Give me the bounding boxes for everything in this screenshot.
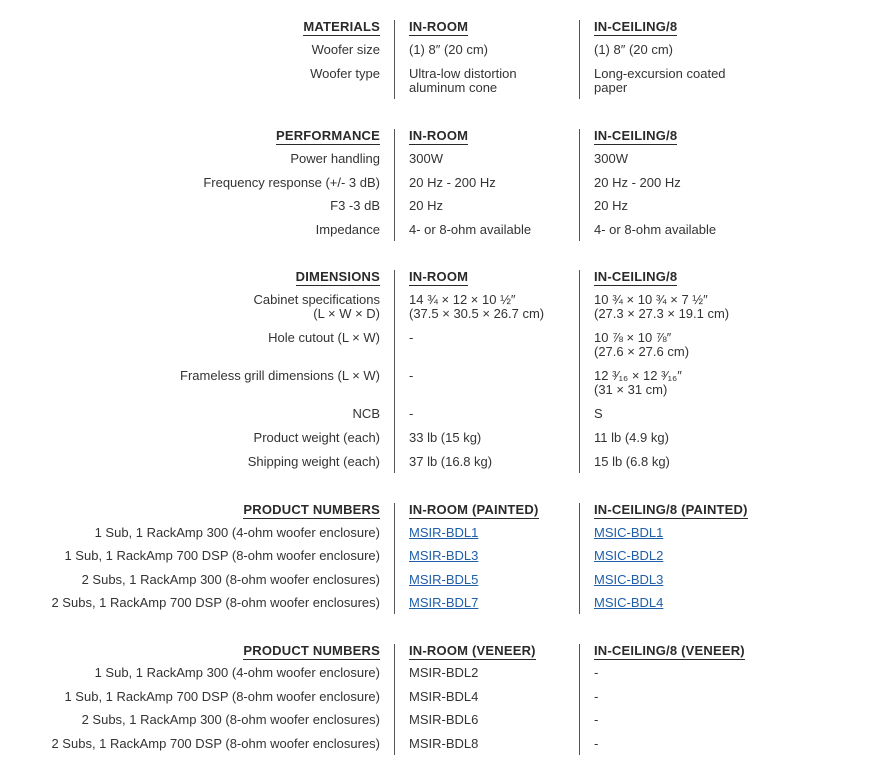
text-line: 2 Subs, 1 RackAmp 300 (8-ohm woofer enclosures) (81, 572, 380, 587)
text-line: aluminum cone (409, 80, 498, 95)
row-label (51, 737, 380, 751)
text-line: Shipping weight (each) (247, 454, 380, 469)
value-col-2 (594, 369, 682, 397)
text-line: 11 lb (4.9 kg) (594, 430, 669, 445)
text-line: 12 ³⁄₁₆ × 12 ³⁄₁₆″ (594, 368, 682, 383)
value-col-2[interactable] (594, 526, 663, 540)
text-line: 1 Sub, 1 RackAmp 300 (4-ohm woofer enclosure) (94, 525, 380, 540)
column-header-1 (409, 643, 536, 661)
text-line: 20 Hz - 200 Hz (594, 175, 681, 190)
value-col-2 (594, 431, 669, 445)
value-col-2 (594, 331, 689, 359)
text-line: MSIR-BDL8 (409, 736, 479, 751)
value-col-2 (594, 199, 628, 213)
column-divider (394, 503, 395, 614)
section-header (243, 643, 380, 661)
text-line: - (409, 406, 414, 421)
text-line: MSIR-BDL6 (409, 712, 479, 727)
column-header-1 (409, 19, 468, 37)
column-header-2-text: IN-CEILING/8 (594, 19, 678, 34)
value-col-2 (594, 455, 670, 469)
value-col-2 (594, 293, 729, 321)
text-line: (27.3 × 27.3 × 19.1 cm) (594, 306, 730, 321)
column-header-1-text: IN-ROOM (409, 19, 469, 34)
value-col-2 (594, 690, 598, 704)
text-line: 14 ¾ × 12 × 10 ½″ (409, 292, 516, 307)
value-col-2 (594, 152, 628, 166)
text-line: - (594, 736, 599, 751)
text-line: 20 Hz (409, 198, 443, 213)
text-line: MSIC-BDL2 (594, 548, 664, 563)
column-divider (579, 644, 580, 755)
value-col-1 (409, 176, 496, 190)
text-line: 33 lb (15 kg) (409, 430, 482, 445)
text-line: MSIC-BDL4 (594, 595, 664, 610)
text-line: 15 lb (6.8 kg) (594, 454, 670, 469)
text-line: 20 Hz (594, 198, 628, 213)
text-line: 1 Sub, 1 RackAmp 700 DSP (8-ohm woofer enclosure) (64, 548, 380, 563)
text-line: (27.6 × 27.6 cm) (594, 344, 690, 359)
text-line: Product weight (each) (253, 430, 380, 445)
value-col-2 (594, 67, 726, 95)
value-col-1[interactable] (409, 549, 478, 563)
text-line: - (594, 689, 599, 704)
value-col-1 (409, 43, 488, 57)
column-header-2 (594, 269, 677, 287)
text-line: 300W (594, 151, 628, 166)
column-divider (394, 644, 395, 755)
text-line: 2 Subs, 1 RackAmp 700 DSP (8-ohm woofer enclosures) (51, 595, 380, 610)
text-line: NCB (352, 406, 380, 421)
column-header-1 (409, 502, 539, 520)
row-label (180, 369, 380, 383)
text-line: 1 Sub, 1 RackAmp 300 (4-ohm woofer enclosure) (94, 665, 380, 680)
text-line: MSIR-BDL4 (409, 689, 479, 704)
value-col-1 (409, 152, 443, 166)
value-col-1 (409, 666, 478, 680)
text-line: MSIR-BDL3 (409, 548, 479, 563)
value-col-2 (594, 713, 598, 727)
value-col-1 (409, 67, 517, 95)
text-line: 2 Subs, 1 RackAmp 700 DSP (8-ohm woofer enclosures) (51, 736, 380, 751)
column-header-1 (409, 128, 468, 146)
value-col-2[interactable] (594, 549, 663, 563)
text-line: Frameless grill dimensions (L × W) (180, 368, 380, 383)
row-label (353, 407, 380, 421)
value-col-1 (409, 293, 544, 321)
section-header (303, 19, 380, 37)
text-line: 10 ⅞ × 10 ⅞″ (594, 330, 672, 345)
row-label (203, 176, 380, 190)
text-line: 10 ¾ × 10 ¾ × 7 ½″ (594, 292, 708, 307)
text-line: Woofer size (311, 42, 380, 57)
text-line: MSIC-BDL1 (594, 525, 664, 540)
text-line: MSIR-BDL2 (409, 665, 479, 680)
section-header-text: DIMENSIONS (295, 269, 380, 284)
value-col-2[interactable] (594, 596, 663, 610)
row-label (312, 43, 380, 57)
text-line: paper (594, 80, 628, 95)
text-line: 37 lb (16.8 kg) (409, 454, 493, 469)
text-line: 300W (409, 151, 443, 166)
row-label (95, 666, 380, 680)
value-col-1[interactable] (409, 596, 478, 610)
section-header (276, 128, 380, 146)
value-col-2[interactable] (594, 573, 663, 587)
row-label (82, 573, 380, 587)
section-header-text: MATERIALS (303, 19, 380, 34)
value-col-1[interactable] (409, 573, 478, 587)
text-line: - (594, 712, 599, 727)
row-label (95, 526, 380, 540)
text-line: Cabinet specifications (253, 292, 380, 307)
text-line: (1) 8″ (20 cm) (409, 42, 489, 57)
value-col-2 (594, 666, 598, 680)
value-col-2 (594, 737, 598, 751)
value-col-2 (594, 223, 716, 237)
text-line: MSIR-BDL1 (409, 525, 479, 540)
column-header-2 (594, 19, 677, 37)
value-col-1 (409, 331, 413, 345)
column-header-1-text: IN-ROOM (VENEER) (409, 643, 536, 658)
column-header-2 (594, 643, 745, 661)
value-col-1[interactable] (409, 526, 478, 540)
row-label (268, 331, 380, 345)
column-divider (394, 20, 395, 99)
column-divider (579, 503, 580, 614)
text-line: 4- or 8-ohm available (594, 222, 717, 237)
column-divider (579, 270, 580, 473)
text-line: - (409, 368, 414, 383)
column-divider (579, 20, 580, 99)
column-header-2-text: IN-CEILING/8 (VENEER) (594, 643, 745, 658)
row-label (248, 455, 380, 469)
text-line: F3 -3 dB (330, 198, 380, 213)
text-line: (31 × 31 cm) (594, 382, 668, 397)
row-label (51, 596, 380, 610)
column-header-1-text: IN-ROOM (PAINTED) (409, 502, 539, 517)
column-header-2-text: IN-CEILING/8 (PAINTED) (594, 502, 748, 517)
column-divider (394, 129, 395, 241)
text-line: Hole cutout (L × W) (268, 330, 380, 345)
column-header-1-text: IN-ROOM (409, 269, 469, 284)
value-col-1 (409, 369, 413, 383)
value-col-1 (409, 737, 478, 751)
text-line: 1 Sub, 1 RackAmp 700 DSP (8-ohm woofer enclosure) (64, 689, 380, 704)
text-line: - (594, 665, 599, 680)
value-col-2 (594, 407, 603, 421)
row-label (254, 431, 380, 445)
section-header (243, 502, 380, 520)
value-col-1 (409, 690, 478, 704)
row-label (310, 67, 380, 81)
column-divider (579, 129, 580, 241)
text-line: 20 Hz - 200 Hz (409, 175, 496, 190)
column-header-2 (594, 128, 677, 146)
text-line: MSIC-BDL3 (594, 572, 664, 587)
row-label (64, 690, 380, 704)
value-col-1 (409, 223, 531, 237)
value-col-1 (409, 713, 478, 727)
section-header-text: PRODUCT NUMBERS (243, 643, 380, 658)
text-line: (1) 8″ (20 cm) (594, 42, 674, 57)
column-header-2 (594, 502, 748, 520)
text-line: MSIR-BDL5 (409, 572, 479, 587)
column-header-2-text: IN-CEILING/8 (594, 128, 678, 143)
text-line: MSIR-BDL7 (409, 595, 479, 610)
text-line: Woofer type (310, 66, 380, 81)
column-header-2-text: IN-CEILING/8 (594, 269, 678, 284)
text-line: S (594, 406, 603, 421)
text-line: Ultra-low distortion (409, 66, 517, 81)
text-line: - (409, 330, 414, 345)
section-header-text: PRODUCT NUMBERS (243, 502, 380, 517)
row-label (290, 152, 380, 166)
text-line: Frequency response (+/- 3 dB) (203, 175, 380, 190)
text-line: (37.5 × 30.5 × 26.7 cm) (409, 306, 545, 321)
text-line: 4- or 8-ohm available (409, 222, 532, 237)
text-line: 2 Subs, 1 RackAmp 300 (8-ohm woofer enclosures) (81, 712, 380, 727)
row-label (254, 293, 380, 321)
value-col-2 (594, 176, 681, 190)
column-divider (394, 270, 395, 473)
section-header (296, 269, 380, 287)
column-header-1 (409, 269, 468, 287)
value-col-1 (409, 199, 443, 213)
text-line: (L × W × D) (313, 306, 380, 321)
value-col-1 (409, 455, 492, 469)
row-label (64, 549, 380, 563)
text-line: Impedance (315, 222, 380, 237)
row-label (82, 713, 380, 727)
text-line: Power handling (290, 151, 380, 166)
row-label (330, 199, 380, 213)
column-header-1-text: IN-ROOM (409, 128, 469, 143)
value-col-1 (409, 407, 413, 421)
value-col-2 (594, 43, 673, 57)
text-line: Long-excursion coated (594, 66, 726, 81)
row-label (316, 223, 380, 237)
value-col-1 (409, 431, 481, 445)
section-header-text: PERFORMANCE (275, 128, 380, 143)
